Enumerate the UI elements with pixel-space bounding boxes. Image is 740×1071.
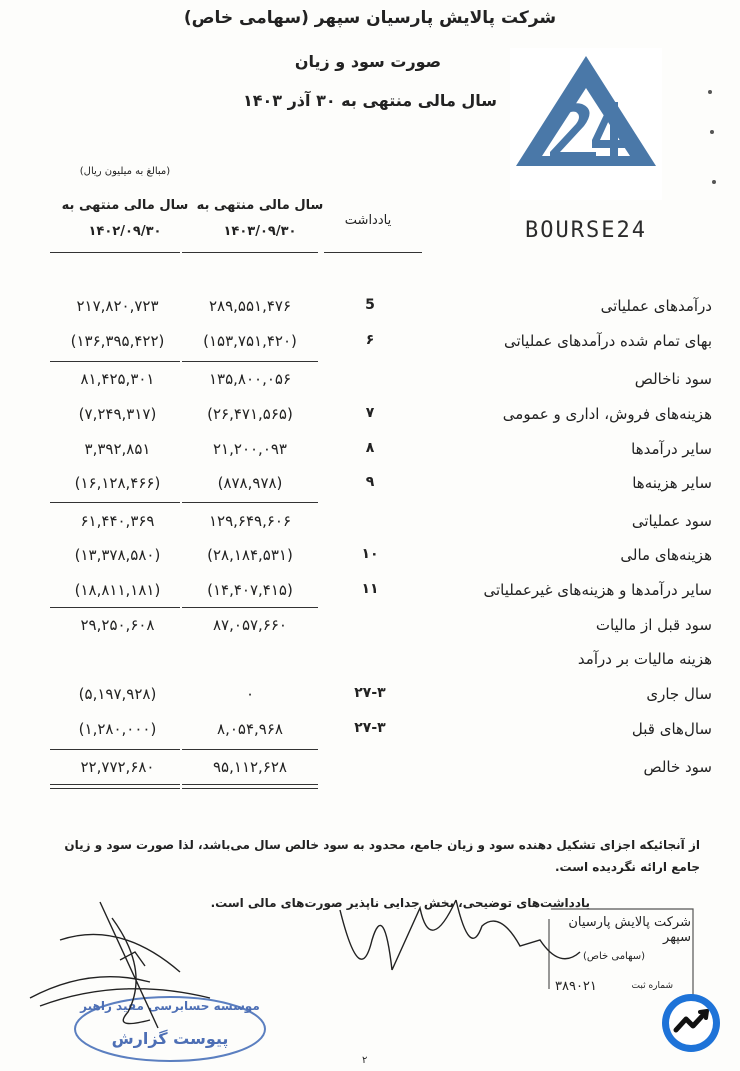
row-prior-value: ۲۹,۲۵۰,۶۰۸ — [80, 616, 155, 634]
row-label: سایر درآمدها و هزینه‌های غیرعملیاتی — [483, 581, 712, 599]
company-name: شرکت پالایش پارسیان سپهر (سهامی خاص) — [183, 8, 557, 28]
table-row — [0, 646, 740, 676]
row-label: سود عملیاتی — [631, 512, 712, 530]
total-double-rule — [182, 784, 318, 785]
total-double-rule — [50, 784, 180, 785]
row-note: ۶ — [365, 332, 375, 348]
row-current-value: ۱۲۹,۶۴۹,۶۰۶ — [208, 512, 292, 530]
subtotal-rule — [182, 749, 318, 750]
fiscal-period: سال مالی منتهی به ۳۰ آذر ۱۴۰۳ — [242, 91, 498, 110]
column-header-current-line1: سال مالی منتهی به — [196, 198, 324, 213]
row-current-value: ۸,۰۵۴,۹۶۸ — [217, 720, 283, 738]
row-current-value: (۲۸,۱۸۴,۵۳۱) — [207, 546, 293, 564]
row-prior-value: (۱۶,۱۲۸,۴۶۶) — [74, 474, 161, 492]
table-row — [0, 401, 740, 431]
total-double-rule — [50, 788, 180, 789]
table-row — [0, 542, 740, 572]
row-note: ۷ — [365, 405, 375, 421]
auditor-stamp — [72, 995, 268, 1063]
table-row — [0, 366, 740, 396]
row-prior-value: (۷,۲۴۹,۳۱۷) — [78, 405, 157, 423]
row-label: سود قبل از مالیات — [595, 616, 712, 634]
table-row — [0, 681, 740, 711]
row-current-value: (۸۷۸,۹۷۸) — [217, 474, 283, 492]
row-current-value: ۰ — [245, 685, 255, 703]
footnote-explanatory-notes: یادداشت‌های توضیحی، بخش جدایی ناپذیر صورت‌های مالی است. — [210, 896, 590, 910]
total-double-rule — [182, 788, 318, 789]
logo-mark-icon — [510, 48, 662, 218]
subtotal-rule — [182, 607, 318, 608]
table-row — [0, 470, 740, 500]
table-row — [0, 293, 740, 323]
subtotal-rule — [50, 749, 180, 750]
row-prior-value: (۱۳۶,۳۹۵,۴۲۲) — [70, 332, 165, 350]
footnote-comprehensive-income: از آنجائیکه اجزای تشکیل دهنده سود و زیان جامع، محدود به سود خالص سال می‌باشد، لذا صورت سود و زیان جامع ارائه نگردیده است. — [64, 838, 700, 874]
subtotal-rule — [50, 361, 180, 362]
column-header-prior-line1: سال مالی منتهی به — [61, 198, 189, 213]
bourse24-logo — [510, 48, 662, 243]
row-label: درآمدهای عملیاتی — [600, 297, 712, 315]
row-current-value: (۱۵۳,۷۵۱,۴۲۰) — [203, 332, 297, 350]
units-note: (مبالغ به میلیون ریال) — [79, 166, 171, 177]
row-prior-value: ۲۲,۷۷۲,۶۸۰ — [80, 758, 155, 776]
row-label: هزینه‌های فروش، اداری و عمومی — [502, 405, 712, 423]
subtotal-rule — [50, 502, 180, 503]
row-note: ۲۷-۳ — [354, 720, 386, 736]
row-label: سال جاری — [646, 685, 712, 703]
row-current-value: ۲۸۹,۵۵۱,۴۷۶ — [208, 297, 292, 315]
column-header-prior-year — [50, 193, 200, 245]
row-note: ۲۷-۳ — [354, 685, 386, 701]
row-note: ۹ — [365, 474, 375, 490]
header-rule — [182, 252, 318, 253]
header-rule — [324, 252, 422, 253]
row-label: سایر هزینه‌ها — [632, 474, 712, 492]
row-label: سود خالص — [643, 758, 712, 776]
table-row — [0, 436, 740, 466]
header-rule — [50, 252, 180, 253]
row-label: بهای تمام شده درآمدهای عملیاتی — [503, 332, 712, 350]
margin-mark — [712, 180, 716, 184]
table-row — [0, 716, 740, 746]
row-current-value: (۱۴,۴۰۷,۴۱۵) — [207, 581, 293, 599]
company-stamp-line1: شرکت پالایش پارسیان سپهر — [568, 915, 691, 945]
row-label: هزینه مالیات بر درآمد — [577, 650, 712, 668]
row-prior-value: ۳,۳۹۲,۸۵۱ — [84, 440, 151, 458]
column-header-current-line2: ۱۴۰۳/۰۹/۳۰ — [223, 224, 297, 239]
trend-badge-icon — [660, 992, 722, 1054]
table-row — [0, 754, 740, 784]
row-prior-value: (۱۳,۳۷۸,۵۸۰) — [74, 546, 161, 564]
row-note: ۱۱ — [361, 581, 379, 597]
company-stamp-number-label: شماره ثبت — [631, 981, 673, 991]
logo-wordmark: BOURSE24 — [525, 218, 647, 243]
row-prior-value: ۲۱۷,۸۲۰,۷۲۳ — [76, 297, 159, 315]
row-note: 5 — [365, 297, 375, 313]
row-label: هزینه‌های مالی — [620, 546, 712, 564]
table-row — [0, 508, 740, 538]
subtotal-rule — [182, 502, 318, 503]
row-current-value: ۲۱,۲۰۰,۰۹۳ — [213, 440, 287, 458]
margin-mark — [708, 90, 712, 94]
row-label: سال‌های قبل — [631, 720, 712, 738]
row-note: ۱۰ — [361, 546, 379, 562]
company-stamp-line2: (سهامی خاص) — [582, 951, 645, 962]
column-header-prior-line2: ۱۴۰۲/۰۹/۳۰ — [88, 224, 162, 239]
statement-title: صورت سود و زیان — [294, 52, 442, 71]
row-label: سایر درآمدها — [631, 440, 712, 458]
row-prior-value: (۱۸,۸۱۱,۱۸۱) — [74, 581, 161, 599]
auditor-stamp-line2: پیوست گزارش — [111, 1029, 229, 1048]
row-prior-value: ۸۱,۴۲۵,۳۰۱ — [80, 370, 155, 388]
row-note: ۸ — [365, 440, 375, 456]
margin-mark — [710, 130, 714, 134]
row-label: سود ناخالص — [634, 370, 712, 388]
subtotal-rule — [50, 607, 180, 608]
row-prior-value: (۱,۲۸۰,۰۰۰) — [78, 720, 157, 738]
row-current-value: ۸۷,۰۵۷,۶۶۰ — [213, 616, 287, 634]
row-current-value: ۹۵,۱۱۲,۶۲۸ — [213, 758, 287, 776]
company-stamp-number: ۳۸۹۰۲۱ — [555, 979, 597, 994]
column-header-note: یادداشت — [344, 213, 392, 228]
table-row — [0, 612, 740, 642]
row-current-value: (۲۶,۴۷۱,۵۶۵) — [207, 405, 293, 423]
company-stamp — [545, 905, 697, 1005]
subtotal-rule — [182, 361, 318, 362]
page-number: ۲ — [362, 1055, 368, 1066]
table-row — [0, 328, 740, 358]
auditor-stamp-line1: موسسه حسابرسی مفید راهبر — [80, 999, 260, 1013]
row-prior-value: (۵,۱۹۷,۹۲۸) — [78, 685, 157, 703]
table-row — [0, 577, 740, 607]
column-header-current-year — [180, 193, 340, 245]
row-current-value: ۱۳۵,۸۰۰,۰۵۶ — [208, 370, 292, 388]
row-prior-value: ۶۱,۴۴۰,۳۶۹ — [80, 512, 155, 530]
